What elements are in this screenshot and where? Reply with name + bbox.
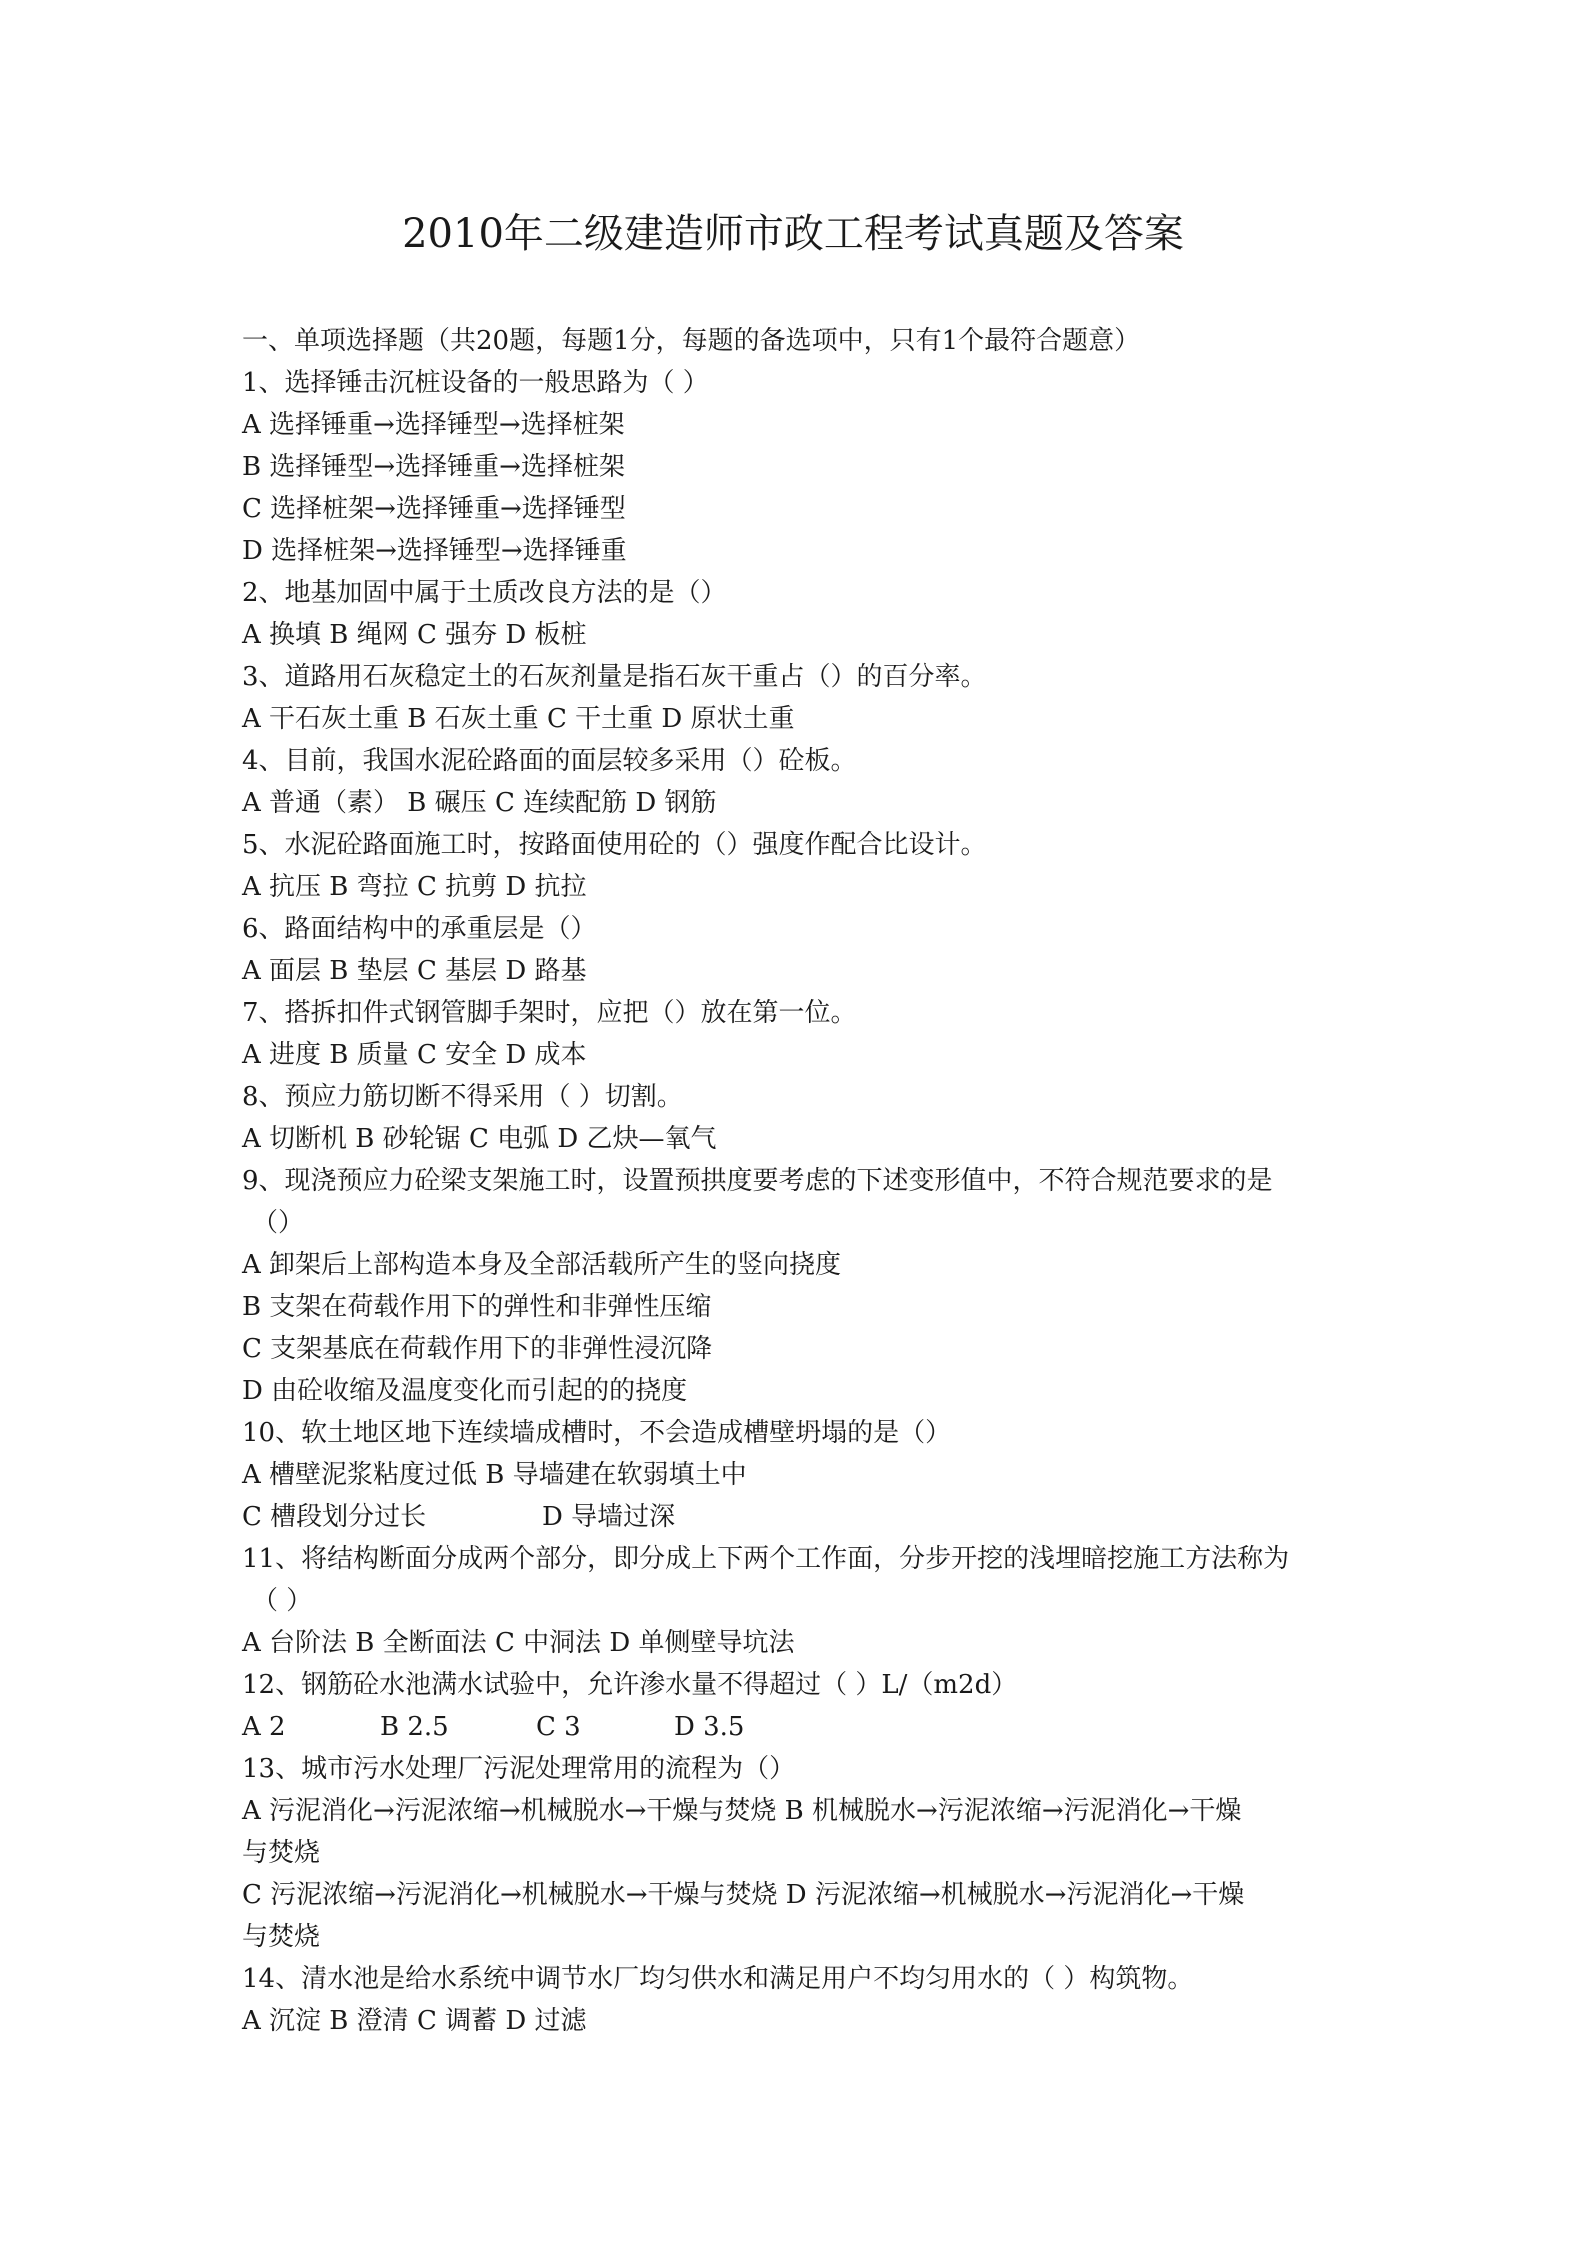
question-14: 14、清水池是给水系统中调节水厂均匀供水和满足用户不均匀用水的（ ）构筑物。 <box>242 1964 1194 1994</box>
question-2: 2、地基加固中属于土质改良方法的是（） <box>242 578 727 608</box>
page-title: 2010年二级建造师市政工程考试真题及答案 <box>402 211 1184 257</box>
question-6: 6、路面结构中的承重层是（） <box>242 914 597 944</box>
question-10-options-cd <box>242 1496 1362 1538</box>
section-heading: 一、单项选择题（共20题，每题1分，每题的备选项中，只有1个最符合题意） <box>242 326 1141 356</box>
question-9-option-a: A 卸架后上部构造本身及全部活载所产生的竖向挠度 <box>242 1250 842 1280</box>
question-10-option-c: C 槽段划分过长 <box>242 1502 427 1532</box>
question-13: 13、城市污水处理厂污泥处理常用的流程为（） <box>242 1754 796 1784</box>
question-11-options: A 台阶法 B 全断面法 C 中洞法 D 单侧壁导坑法 <box>242 1628 795 1658</box>
question-9: 9、现浇预应力砼梁支架施工时，设置预拱度要考虑的下述变形值中，不符合规范要求的是 <box>242 1166 1273 1196</box>
question-10-option-d: D 导墙过深 <box>542 1502 676 1532</box>
question-10-options-ab: A 槽壁泥浆粘度过低 B 导墙建在软弱填土中 <box>242 1460 747 1490</box>
question-10: 10、软土地区地下连续墙成槽时，不会造成槽壁坍塌的是（） <box>242 1418 952 1448</box>
question-9-option-d: D 由砼收缩及温度变化而引起的的挠度 <box>242 1376 688 1406</box>
question-12-option-c: C 3 <box>536 1712 581 1742</box>
question-11: 11、将结构断面分成两个部分，即分成上下两个工作面，分步开挖的浅埋暗挖施工方法称为 <box>242 1544 1290 1574</box>
question-12-option-a: A 2 <box>242 1712 286 1742</box>
question-7: 7、搭拆扣件式钢管脚手架时，应把（）放在第一位。 <box>242 998 857 1028</box>
question-4: 4、目前，我国水泥砼路面的面层较多采用（）砼板。 <box>242 746 857 776</box>
question-9-continuation: （） <box>252 1208 305 1238</box>
question-5-options: A 抗压 B 弯拉 C 抗剪 D 抗拉 <box>242 872 587 902</box>
question-5: 5、水泥砼路面施工时，按路面使用砼的（）强度作配合比设计。 <box>242 830 987 860</box>
question-12-option-d: D 3.5 <box>674 1712 745 1742</box>
question-13-options-line-1: A 污泥消化→污泥浓缩→机械脱水→干燥与焚烧 B 机械脱水→污泥浓缩→污泥消化→干燥 <box>242 1796 1242 1826</box>
question-13-options-line-3: C 污泥浓缩→污泥消化→机械脱水→干燥与焚烧 D 污泥浓缩→机械脱水→污泥消化→干燥 <box>242 1880 1245 1910</box>
question-8: 8、预应力筋切断不得采用（ ）切割。 <box>242 1082 683 1112</box>
question-2-options: A 换填 B 绳网 C 强夯 D 板桩 <box>242 620 587 650</box>
question-6-options: A 面层 B 垫层 C 基层 D 路基 <box>242 956 587 986</box>
question-12: 12、钢筋砼水池满水试验中，允许渗水量不得超过（ ）L/（m2d） <box>242 1670 1018 1700</box>
question-12-option-b: B 2.5 <box>380 1712 449 1742</box>
question-1: 1、选择锤击沉桩设备的一般思路为（ ） <box>242 368 709 398</box>
question-3: 3、道路用石灰稳定土的石灰剂量是指石灰干重占（）的百分率。 <box>242 662 987 692</box>
question-12-options <box>242 1706 1362 1748</box>
question-1-option-d: D 选择桩架→选择锤型→选择锤重 <box>242 536 627 566</box>
question-14-options: A 沉淀 B 澄清 C 调蓄 D 过滤 <box>242 2006 587 2036</box>
question-13-options-line-4: 与焚烧 <box>242 1922 321 1952</box>
question-7-options: A 进度 B 质量 C 安全 D 成本 <box>242 1040 587 1070</box>
question-13-options-line-2: 与焚烧 <box>242 1838 321 1868</box>
question-3-options: A 干石灰土重 B 石灰土重 C 干土重 D 原状土重 <box>242 704 795 734</box>
question-1-option-c: C 选择桩架→选择锤重→选择锤型 <box>242 494 626 524</box>
question-8-options: A 切断机 B 砂轮锯 C 电弧 D 乙炔—氧气 <box>242 1124 717 1154</box>
question-9-option-b: B 支架在荷载作用下的弹性和非弹性压缩 <box>242 1292 712 1322</box>
question-4-options: A 普通（素） B 碾压 C 连续配筋 D 钢筋 <box>242 788 717 818</box>
question-1-option-a: A 选择锤重→选择锤型→选择桩架 <box>242 410 625 440</box>
document-body <box>242 320 1362 2042</box>
question-11-continuation: （ ） <box>252 1586 313 1616</box>
question-1-option-b: B 选择锤型→选择锤重→选择桩架 <box>242 452 625 482</box>
question-9-option-c: C 支架基底在荷载作用下的非弹性浸沉降 <box>242 1334 713 1364</box>
